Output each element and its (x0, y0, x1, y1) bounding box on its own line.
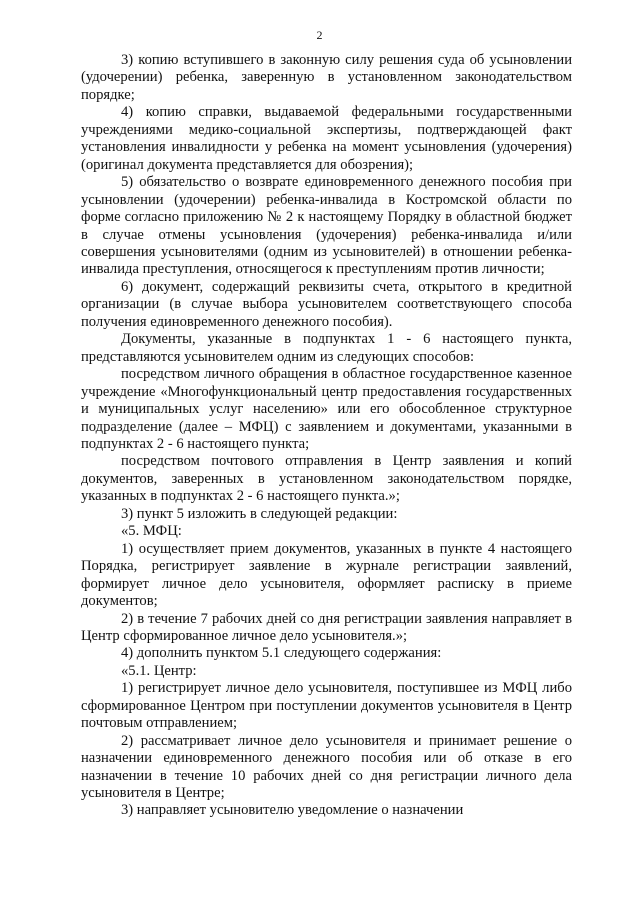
paragraph-item-5-refund-obligation: 5) обязательство о возврате единовременного денежного пособия при усыновлении (удочерении) ребенка-инвалида в Костромской области по форме согласно приложению № 2 к настоящему Порядку в областной бюджет в случае отмены усыновления (удочерения) ребенка-инвалида и/или совершения усыновителями (одним из усыновителей) в отношении ребенка-инвалида преступления, относящегося к преступлениям против личности; (81, 174, 572, 278)
paragraph-point-5-1-heading: «5.1. Центр: (121, 662, 197, 679)
paragraph-item-3-court-decision: 3) копию вступившего в законную силу решения суда об усыновлении (удочерении) ребенка, заверенную в установленном законодательством порядке; (81, 52, 572, 103)
paragraph-center-item-2: 2) рассматривает личное дело усыновителя и принимает решение о назначении единовременного денежного пособия или об отказе в его назначении в течение 10 рабочих дней со дня регистрации личного дела усыновителя в Центре; (81, 732, 572, 802)
paragraph-item-6-bank-account: 6) документ, содержащий реквизиты счета, открытого в кредитной организации (в случае выбора усыновителем соответствующего способа получения единовременного денежного пособия). (81, 278, 572, 330)
document-body (81, 52, 572, 820)
paragraph-mfc-item-2: 2) в течение 7 рабочих дней со дня регистрации заявления направляет в Центр сформированное личное дело усыновителя.»; (81, 610, 572, 644)
paragraph-item-4-disability-certificate: 4) копию справки, выдаваемой федеральными государственными учреждениями медико-социальной экспертизы, подтверждающей факт установления инвалидности у ребенка на момент усыновления (удочерения) (оригинал документа представляется для обозрения); (81, 104, 572, 173)
page-number: 2 (316, 28, 323, 42)
paragraph-point-5-heading: «5. МФЦ: (121, 523, 182, 540)
paragraph-center-item-1: 1) регистрирует личное дело усыновителя, поступившее из МФЦ либо сформированное Центром при поступлении документов усыновителя в Центр почтовым отправлением; (81, 680, 572, 732)
paragraph-method-postal: посредством почтового отправления в Центр заявления и копий документов, заверенных в установленном законодательством порядке, указанных в подпунктах 2 - 6 настоящего пункта.»; (81, 453, 572, 505)
paragraph-mfc-item-1: 1) осуществляет прием документов, указанных в пункте 4 настоящего Порядка, регистрирует заявление в журнале регистрации заявлений, формирует личное дело усыновителя, оформляет расписку в приеме документов; (81, 540, 572, 610)
paragraph-method-in-person: посредством личного обращения в областное государственное казенное учреждение «Многофункциональный центр предоставления государственных и муниципальных услуг населению» или его обособленное структурное подразделение (далее – МФЦ) с заявлением и документами, указанными в подпунктах 2 - 6 настоящего пункта; (81, 366, 572, 452)
paragraph-amend-point-5: 3) пункт 5 изложить в следующей редакции: (121, 505, 398, 522)
paragraph-add-point-5-1: 4) дополнить пунктом 5.1 следующего содержания: (121, 645, 442, 662)
paragraph-center-item-3: 3) направляет усыновителю уведомление о назначении (121, 802, 464, 819)
paragraph-submission-methods: Документы, указанные в подпунктах 1 - 6 настоящего пункта, представляются усыновителем одним из следующих способов: (81, 331, 572, 365)
